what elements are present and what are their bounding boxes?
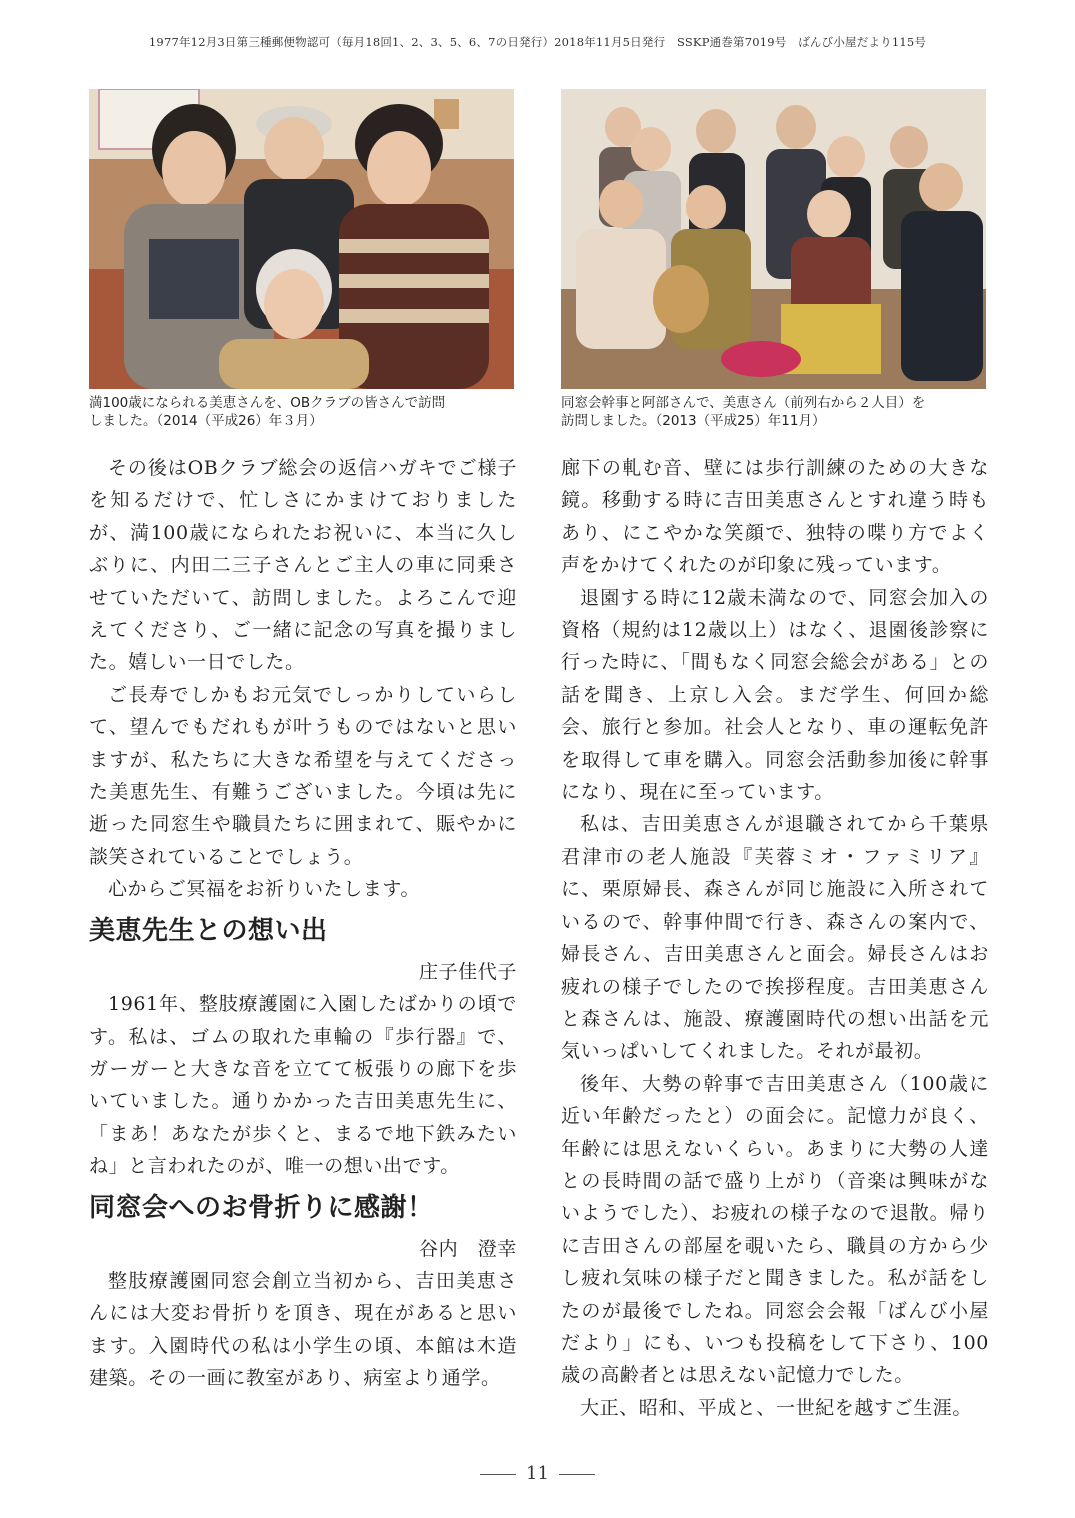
left-column [89, 452, 517, 1395]
page-number: 11 [526, 1463, 549, 1484]
footer-rule [559, 1474, 595, 1475]
section-heading: 美恵先生との想い出 [89, 915, 328, 946]
right-column [561, 452, 989, 1424]
paragraph: 1961年、整肢療護園に入園したばかりの頃です。私は、ゴムの取れた車輪の『歩行器』で、ガーガーと大きな音を立てて板張りの廊下を歩いていました。通りかかった吉田美恵先生に、「まあ！あなたが歩くと、まるで地下鉄みたいね」と言われたのが、唯一の想い出です。 [89, 993, 517, 1178]
page-footer [0, 1463, 1075, 1484]
publication-header: 1977年12月3日第三種郵便物認可（毎月18回1、2、3、5、6、7の日発行）2018年11月5日発行 SSKP通巻第7019号 ばんび小屋だより115号 [148, 35, 927, 49]
photo-alumni-visit [561, 89, 986, 389]
photo-ob-club-visit [89, 89, 514, 389]
author-name: 庄子佳代子 [418, 960, 517, 983]
photo-caption-2: 同窓会幹事と阿部さんで、美恵さん（前列右から２人目）を 訪問しました。（2013（平成25）年11月） [561, 395, 926, 429]
paragraph: 大正、昭和、平成と、一世紀を越すご生涯。 [580, 1396, 973, 1419]
paragraph: 後年、大勢の幹事で吉田美恵さん（100歳に近い年齢だったと）の面会に。記憶力が良く、年齢には思えないくらい。あまりに大勢の人達との長時間の話で盛り上がり（音楽は興味がないようでした）、お疲れの様子なので退散。帰りに吉田さんの部屋を覗いたら、職員の方から少し疲れ気味の様子だと聞きました。私が話をしたのが最後でしたね。同窓会会報「ばんび小屋だより」にも、いつも投稿をして下さり、100歳の高齢者とは思えない記憶力でした。 [561, 1072, 989, 1387]
paragraph: 私は、吉田美恵さんが退職されてから千葉県君津市の老人施設『芙蓉ミオ・ファミリア』に、栗原婦長、森さんが同じ施設に入所されているので、幹事仲間で行き、森さんの案内で、婦長さん、吉田美恵さんと面会。婦長さんはお疲れの様子でしたので挨拶程度。吉田美恵さんと森さんは、施設、療護園時代の想い出話を元気いっぱいしてくれました。それが最初。 [561, 813, 989, 1063]
paragraph: ご長寿でしかもお元気でしっかりしていらして、望んでもだれもが叶うものではないと思いますが、私たちに大きな希望を与えてくださった美恵先生、有難うございました。今頃は先に逝った同窓生や職員たちに囲まれて、賑やかに談笑されていることでしょう。 [89, 683, 517, 868]
footer-rule [480, 1474, 516, 1475]
paragraph: その後はOBクラブ総会の返信ハガキでご様子を知るだけで、忙しさにかまけておりましたが、満100歳になられたお祝いに、本当に久しぶりに、内田二三子さんとご主人の車に同乗させていただいて、訪問しました。よろこんで迎えてくださり、ご一緒に記念の写真を撮りました。嬉しい一日でした。 [89, 457, 517, 674]
paragraph: 心からご冥福をお祈りいたします。 [108, 878, 421, 901]
paragraph: 退園する時に12歳未満なので、同窓会加入の資格（規約は12歳以上）はなく、退園後診察に行った時に、「間もなく同窓会総会がある」との話を聞き、上京し入会。まだ学生、何回か総会、旅行と参加。社会人となり、車の運転免許を取得して車を購入。同窓会活動参加後に幹事になり、現在に至っています。 [561, 586, 989, 804]
paragraph: 整肢療護園同窓会創立当初から、吉田美恵さんには大変お骨折りを頂き、現在があると思います。入園時代の私は小学生の頃、本館は木造建築。その一画に教室があり、病室より通学。 [89, 1269, 517, 1390]
author-name: 谷内 澄幸 [418, 1237, 517, 1260]
paragraph: 廊下の軋む音、壁には歩行訓練のための大きな鏡。移動する時に吉田美恵さんとすれ違う時もあり、にこやかな笑顔で、独特の喋り方でよく声をかけてくれたのが印象に残っています。 [561, 457, 989, 577]
section-heading: 同窓会へのお骨折りに感謝！ [89, 1192, 434, 1223]
photo-caption-1: 満100歳になられる美恵さんを、OBクラブの皆さんで訪問 しました。（2014（平成26）年３月） [89, 395, 446, 429]
